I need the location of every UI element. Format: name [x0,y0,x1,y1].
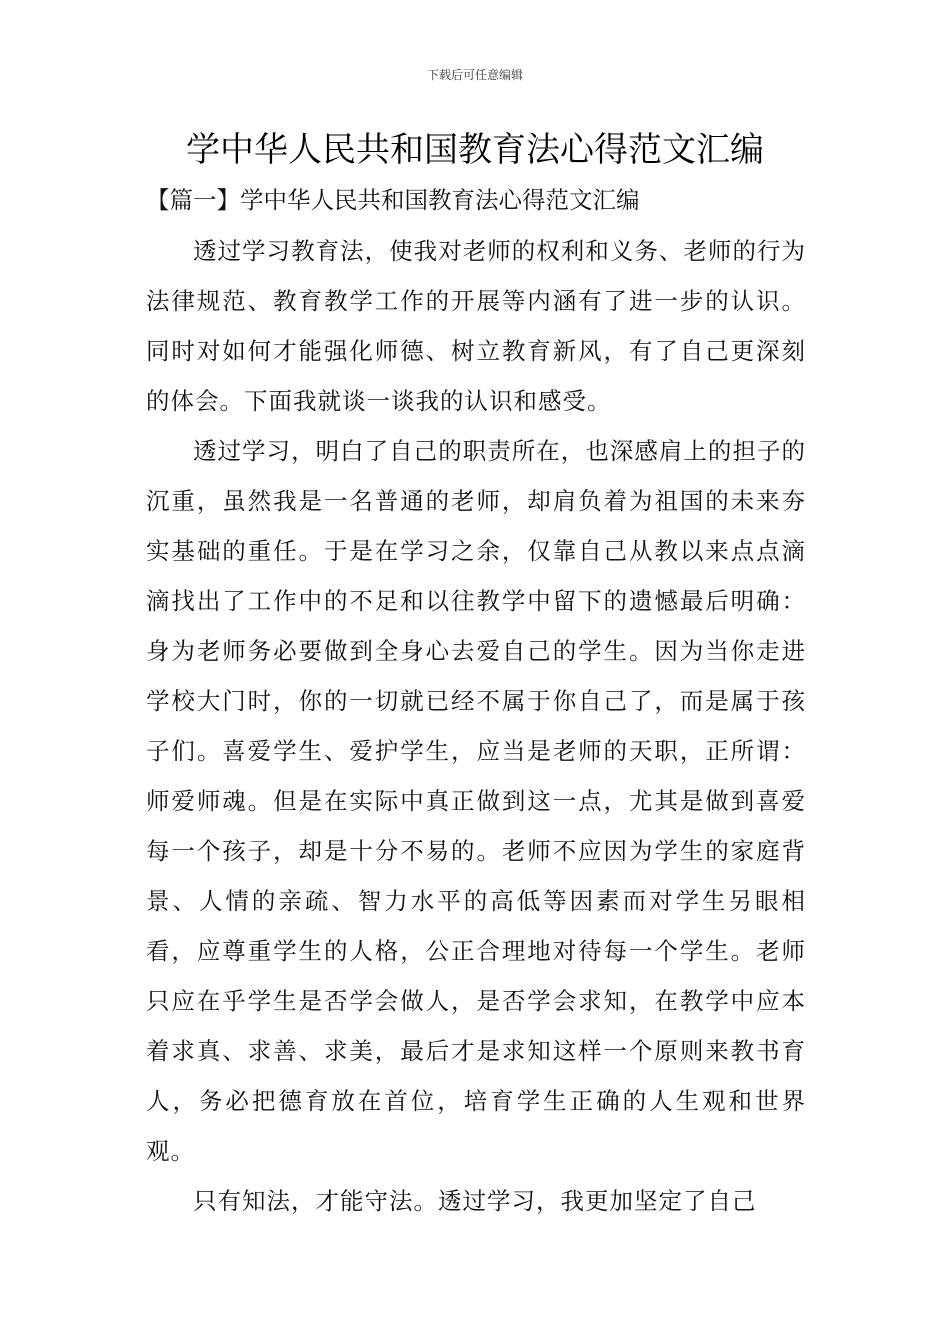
header-note: 下载后可任意编辑 [426,68,523,82]
paragraph-2: 透过学习，明白了自己的职责所在，也深感肩上的担子的沉重，虽然我是一名普通的老师，却肩负着为祖国的未来夯实基础的重任。于是在学习之余，仅靠自己从教以来点点滴滴找出了工作中的不足和以往教学中留下的遗憾最后明确：身为老师务必要做到全身心去爱自己的学生。因为当你走进学校大门时，你的一切就已经不属于你自己了，而是属于孩子们。喜爱学生、爱护学生，应当是老师的天职，正所谓：师爱师魂。但是在实际中真正做到这一点，尤其是做到喜爱每一个孩子，却是十分不易的。老师不应因为学生的家庭背景、人情的亲疏、智力水平的高低等因素而对学生另眼相看，应尊重学生的人格，公正合理地对待每一个学生。老师只应在乎学生是否学会做人，是否学会求知，在教学中应本着求真、求善、求美，最后才是求知这样一个原则来教书育人，务必把德育放在首位，培育学生正确的人生观和世界观。 [146,437,806,1165]
paragraph-1: 透过学习教育法，使我对老师的权利和义务、老师的行为法律规范、教育教学工作的开展等内涵有了进一步的认识。同时对如何才能强化师德、树立教育新风，有了自己更深刻的体会。下面我就谈一谈我的认识和感受。 [146,237,806,415]
paragraph-3: 只有知法，才能守法。透过学习，我更加坚定了自己 [193,1187,757,1215]
body-text [146,226,806,1226]
section-heading: 【篇一】学中华人民共和国教育法心得范文汇编 [146,186,640,214]
document-title: 学中华人民共和国教育法心得范文汇编 [186,130,764,170]
